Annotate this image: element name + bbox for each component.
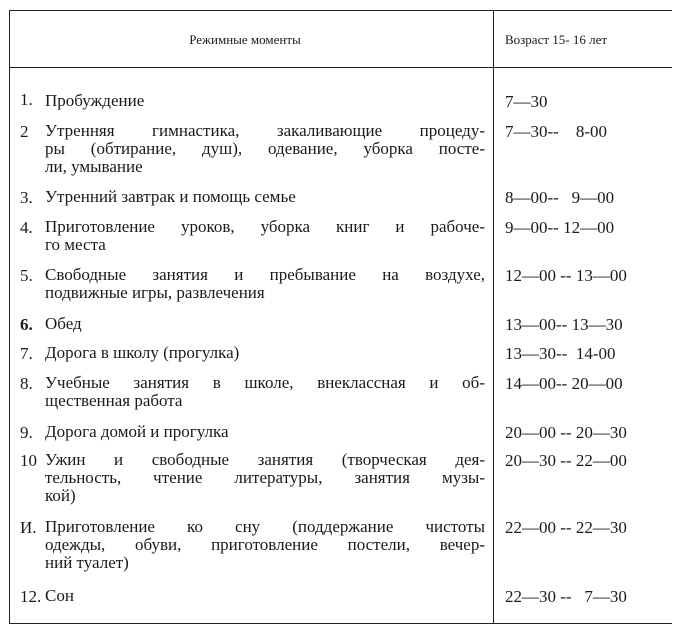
column-divider xyxy=(493,10,494,624)
row-activity-line: Приготовление ко сну (поддержание чистоты xyxy=(45,517,485,536)
row-number: 4. xyxy=(20,218,33,237)
row-time: 20—30 -- 22—00 xyxy=(505,451,627,470)
row-time: 14—00-- 20—00 xyxy=(505,374,623,393)
row-number: 3. xyxy=(20,188,33,207)
row-activity-line: ний туалет) xyxy=(45,553,129,572)
row-number: 5. xyxy=(20,266,33,285)
row-number: 9. xyxy=(20,423,33,442)
row-activity-line: Ужин и свободные занятия (творческая дея- xyxy=(45,450,485,469)
row-time: 7—30-- 8-00 xyxy=(505,122,607,141)
row-activity xyxy=(45,344,485,362)
row-number: 10 xyxy=(20,451,37,470)
row-number: 1. xyxy=(20,90,33,109)
row-number: 8. xyxy=(20,374,33,393)
row-number: 12. xyxy=(20,587,42,606)
row-activity xyxy=(45,518,485,572)
row-activity-line: ли, умывание xyxy=(45,157,143,176)
row-activity-line: го места xyxy=(45,235,106,254)
row-activity xyxy=(45,92,485,110)
row-activity-line: Утренняя гимнастика, закаливающие процеду- xyxy=(45,121,485,140)
row-time: 8—00-- 9—00 xyxy=(505,188,615,207)
row-activity-line: Свободные занятия и пребывание на воздухе, xyxy=(45,265,485,284)
row-number: 6. xyxy=(20,315,33,334)
row-number: 7. xyxy=(20,344,33,363)
header-divider xyxy=(9,67,672,68)
row-activity-line: Пробуждение xyxy=(45,91,145,110)
row-activity-line: Приготовление уроков, уборка книг и рабоче- xyxy=(45,217,485,236)
row-activity-line: щественная работа xyxy=(45,391,183,410)
row-activity-line: одежды, обуви, приготовление постели, вечер- xyxy=(45,535,485,554)
row-activity xyxy=(45,315,485,333)
row-activity-line: ры (обтирание, душ), одевание, уборка посте- xyxy=(45,139,485,158)
row-time: 22—30 -- 7—30 xyxy=(505,587,627,606)
row-number: 2 xyxy=(20,122,29,141)
row-activity-line: Дорога в школу (прогулка) xyxy=(45,343,240,362)
row-activity-line: Обед xyxy=(45,314,82,333)
row-time: 13—30-- 14-00 xyxy=(505,344,616,363)
row-activity-line: Дорога домой и прогулка xyxy=(45,422,229,441)
row-activity xyxy=(45,218,485,254)
row-time: 7—30 xyxy=(505,92,548,111)
row-activity-line: Учебные занятия в школе, внеклассная и об- xyxy=(45,373,485,392)
row-time: 9—00-- 12—00 xyxy=(505,218,615,237)
row-activity xyxy=(45,423,485,441)
row-activity-line: кой) xyxy=(45,486,76,505)
row-activity-line: Утренний завтрак и помощь семье xyxy=(45,187,296,206)
row-activity xyxy=(45,266,485,302)
row-activity xyxy=(45,587,485,605)
row-activity-line: подвижные игры, развлечения xyxy=(45,283,265,302)
row-time: 12—00 -- 13—00 xyxy=(505,266,627,285)
header-age: Возраст 15- 16 лет xyxy=(505,32,608,47)
row-time: 13—00-- 13—30 xyxy=(505,315,623,334)
row-activity xyxy=(45,122,485,176)
row-activity xyxy=(45,374,485,410)
row-number: И. xyxy=(20,518,37,537)
row-time: 20—00 -- 20—30 xyxy=(505,423,627,442)
row-activity xyxy=(45,451,485,505)
row-activity-line: тельность, чтение литературы, занятия музы- xyxy=(45,468,485,487)
row-time: 22—00 -- 22—30 xyxy=(505,518,627,537)
row-activity xyxy=(45,188,485,206)
row-activity-line: Сон xyxy=(45,586,74,605)
header-activities: Режимные моменты xyxy=(189,32,301,47)
